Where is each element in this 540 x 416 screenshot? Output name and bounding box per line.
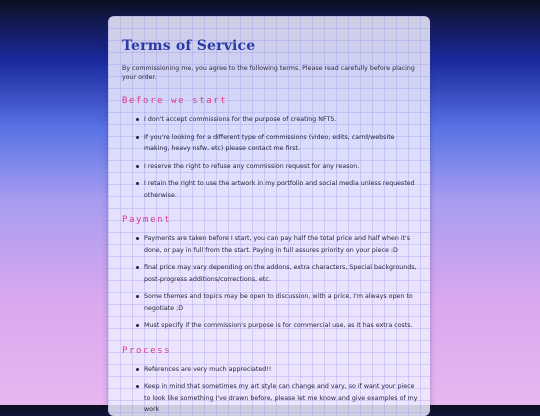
list-item: Payments are taken before I start, you can pay half the total price and half when it's done, or pay in full from the start. Paying in full assures priority on your piece :D	[136, 233, 418, 256]
list-item: I reserve the right to refuse any commission request for any reason.	[136, 161, 418, 173]
section-heading: Before we start	[122, 96, 228, 106]
section-before-we-start	[122, 96, 418, 201]
section-payment	[122, 215, 418, 332]
list-item: Keep in mind that sometimes my art style can change and vary, so if want your piece to look like something I've drawn before, please let me know and give examples of my work	[136, 381, 418, 416]
tos-card	[108, 16, 430, 416]
list-item: Some themes and topics may be open to discussion, with a price, I'm always open to negotiate ;D	[136, 291, 418, 314]
list-item: I retain the right to use the artwork in my portfolio and social media unless requested otherwise.	[136, 178, 418, 201]
list-item: References are very much appreciated!!	[136, 364, 418, 376]
section-process	[122, 346, 418, 416]
section-heading: Process	[122, 345, 172, 356]
section-list	[122, 364, 418, 416]
list-item: I don't accept commissions for the purpose of creating NFTS.	[136, 114, 418, 126]
intro-text: By commissioning me, you agree to the following terms. Please read carefully before placing your order.	[122, 65, 415, 81]
section-list	[122, 233, 418, 332]
list-item: If you're looking for a different type of commissions (video, edits, carrd/website making, heavy nsfw, etc) please contact me first.	[136, 132, 418, 155]
page-title: Terms of Service	[122, 38, 256, 54]
section-heading: Payment	[122, 215, 172, 225]
list-item: final price may vary depending on the addons, extra characters, Special backgrounds, post-progress additions/corrections, etc.	[136, 262, 418, 285]
section-list	[122, 114, 418, 201]
list-item: Must specify if the commission's purpose is for commercial use, as it has extra costs.	[136, 320, 418, 332]
